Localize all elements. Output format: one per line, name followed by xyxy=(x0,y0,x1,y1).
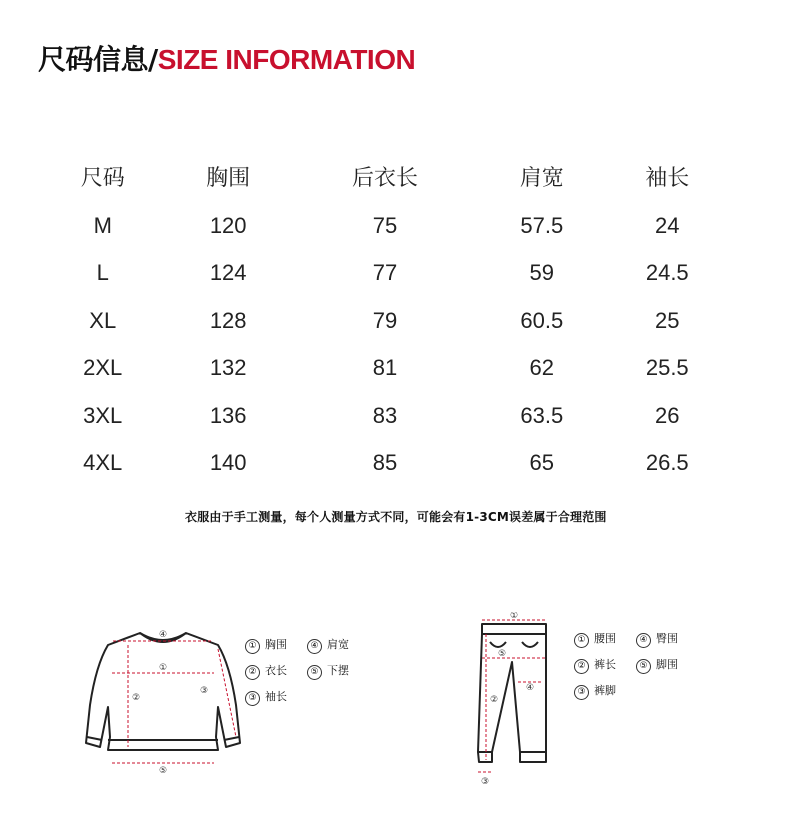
legend-number: ② xyxy=(245,665,260,680)
table-cell: 62 xyxy=(529,355,555,381)
legend-label: 胸围 xyxy=(265,638,287,651)
table-cell: 63.5 xyxy=(520,402,564,428)
table-cell: 124 xyxy=(209,260,247,286)
table-cell: 83 xyxy=(372,402,398,428)
legend-label: 袖长 xyxy=(265,690,287,703)
legend-item xyxy=(574,630,616,648)
legend-label: 裤长 xyxy=(594,658,616,671)
column-header-shoulder: 肩宽 xyxy=(519,165,564,191)
marker-3: ③ xyxy=(199,686,209,696)
table-cell: 120 xyxy=(209,212,247,238)
legend-item xyxy=(245,688,287,706)
legend-label: 裤脚 xyxy=(594,684,616,697)
marker-5: ⑤ xyxy=(158,766,168,775)
table-header-row xyxy=(40,150,730,202)
legend-item xyxy=(574,682,616,700)
sweatshirt-diagram xyxy=(78,625,248,775)
legend-number: ⑤ xyxy=(636,659,651,674)
table-cell: 24 xyxy=(655,212,680,238)
size-table xyxy=(40,150,730,487)
legend-item xyxy=(574,656,616,674)
table-cell: 3XL xyxy=(83,402,123,428)
table-cell: 65 xyxy=(529,450,555,476)
table-cell: 2XL xyxy=(83,355,123,381)
table-row xyxy=(40,297,730,345)
table-cell: L xyxy=(96,260,109,286)
sweatshirt-cuff-left xyxy=(87,737,102,740)
table-cell: 75 xyxy=(372,212,398,238)
legend-number: ⑤ xyxy=(307,665,322,680)
page-title xyxy=(38,38,415,78)
legend-number: ④ xyxy=(636,633,651,648)
legend-label: 腰围 xyxy=(594,632,616,645)
legend-item xyxy=(307,662,349,680)
marker-1: ① xyxy=(509,612,519,621)
legend-number: ① xyxy=(245,639,260,654)
sweatshirt-legend xyxy=(245,636,385,706)
table-cell: M xyxy=(93,212,112,238)
legend-item xyxy=(245,636,287,654)
legend-item xyxy=(307,636,349,654)
table-row xyxy=(40,345,730,393)
table-cell: 4XL xyxy=(83,450,123,476)
pants-legend xyxy=(574,630,714,700)
table-cell: 140 xyxy=(209,450,247,476)
pants-outline xyxy=(478,634,546,752)
pants-pocket xyxy=(522,642,538,647)
legend-label: 脚围 xyxy=(656,658,678,671)
table-cell: 60.5 xyxy=(520,307,564,333)
marker-4: ④ xyxy=(158,630,168,640)
table-cell: 24.5 xyxy=(645,260,689,286)
table-cell: 79 xyxy=(372,307,398,333)
legend-number: ① xyxy=(574,633,589,648)
marker-2: ② xyxy=(489,695,499,705)
legend-number: ③ xyxy=(574,685,589,700)
legend-item xyxy=(636,630,678,648)
table-cell: 85 xyxy=(372,450,398,476)
pants-diagram xyxy=(462,612,562,787)
table-cell: XL xyxy=(89,307,117,333)
table-cell: 77 xyxy=(372,260,398,286)
legend-label: 肩宽 xyxy=(327,638,349,651)
sweatshirt-outline xyxy=(86,633,240,750)
measurement-note: 衣服由于手工测量，每个人测量方式不同，可能会有1-3CM误差属于合理范围 xyxy=(185,510,607,524)
legend-label: 臀围 xyxy=(656,632,678,645)
table-cell: 57.5 xyxy=(520,212,564,238)
legend-number: ② xyxy=(574,659,589,674)
legend-number: ④ xyxy=(307,639,322,654)
table-row xyxy=(40,202,730,250)
pants-cuff-left xyxy=(478,752,492,762)
marker-2: ② xyxy=(131,693,141,703)
marker-5: ⑤ xyxy=(497,649,507,659)
marker-3: ③ xyxy=(480,777,490,787)
legend-item xyxy=(245,662,287,680)
table-cell: 26.5 xyxy=(645,450,689,476)
table-cell: 136 xyxy=(209,402,247,428)
legend-number: ③ xyxy=(245,691,260,706)
pants-cuff-right xyxy=(520,752,546,762)
legend-label: 下摆 xyxy=(327,664,349,677)
table-cell: 132 xyxy=(209,355,247,381)
legend-item xyxy=(636,656,678,674)
table-row xyxy=(40,440,730,488)
table-row xyxy=(40,250,730,298)
table-cell: 25 xyxy=(655,307,680,333)
marker-4: ④ xyxy=(525,683,535,693)
table-cell: 59 xyxy=(529,260,555,286)
table-cell: 26 xyxy=(655,402,680,428)
title-chinese: 尺码信息/ xyxy=(38,43,158,76)
sweatshirt-cuff-right xyxy=(224,737,239,740)
column-header-sleeve: 袖长 xyxy=(645,165,690,191)
table-cell: 25.5 xyxy=(645,355,689,381)
pants-waistband xyxy=(482,624,546,634)
table-row xyxy=(40,392,730,440)
legend-label: 衣长 xyxy=(265,664,287,677)
table-cell: 81 xyxy=(372,355,398,381)
pants-pocket xyxy=(490,642,506,647)
column-header-length: 后衣长 xyxy=(351,165,418,191)
title-english: SIZE INFORMATION xyxy=(157,44,416,75)
column-header-chest: 胸围 xyxy=(206,165,251,191)
marker-1: ① xyxy=(158,663,168,673)
column-header-size: 尺码 xyxy=(80,165,125,191)
table-cell: 128 xyxy=(209,307,247,333)
